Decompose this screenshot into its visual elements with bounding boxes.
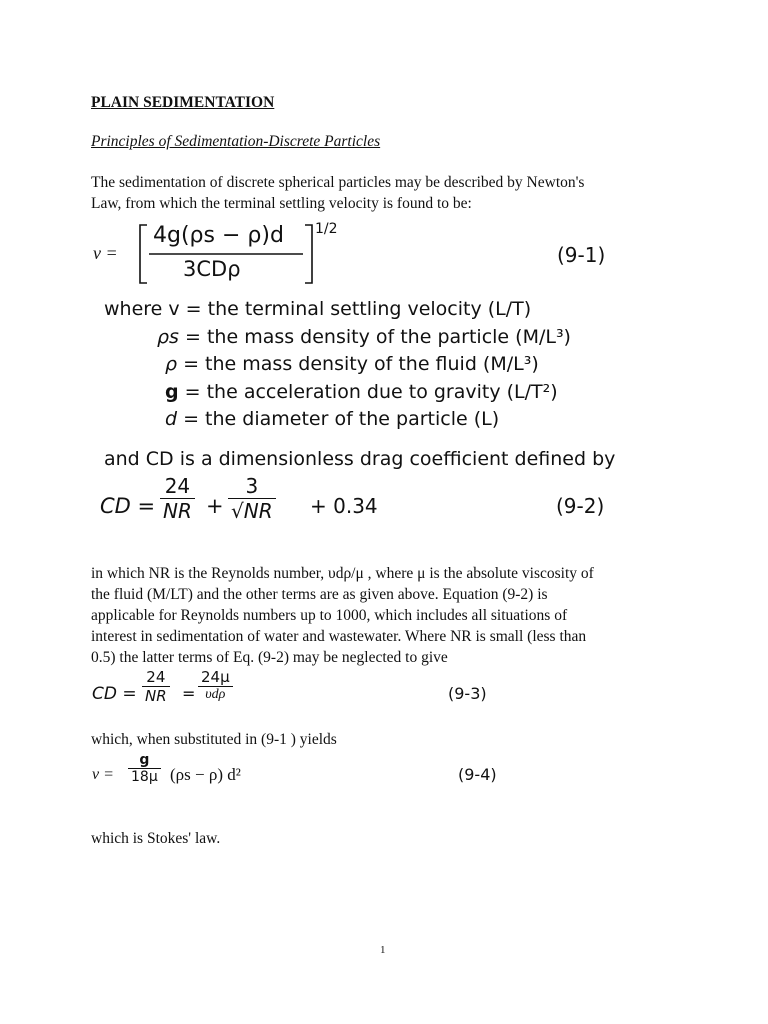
definitions-list [104, 296, 571, 434]
eq2-plus: + [206, 494, 224, 518]
drag-intro: and CD is a dimensionless drag coefficient defined by [104, 448, 616, 470]
definition-row [104, 351, 571, 379]
eq3-term1-numerator: 24 [142, 668, 170, 687]
definition-text: = the diameter of the particle (L) [177, 408, 500, 430]
paragraph-line: interest in sedimentation of water and wastewater. Where NR is small (less than [91, 628, 587, 645]
eq3-term1-denominator: NR [145, 687, 167, 705]
definition-text: = the acceleration due to gravity (L/T²) [178, 380, 558, 403]
definition-symbol: ρ [165, 353, 178, 375]
eq4-rest: (ρs − ρ) d² [170, 765, 241, 784]
equation-9-3 [92, 668, 612, 724]
eq3-number: (9-3) [448, 684, 487, 703]
paragraph-line: in which NR is the Reynolds number, υdρ/μ , where μ is the absolute viscosity of [91, 565, 594, 582]
definition-symbol: ρs [157, 325, 179, 348]
intro-line-2: Law, from which the terminal settling velocity is found to be: [91, 195, 472, 212]
eq4-fraction [128, 752, 161, 785]
paragraph-line: the fluid (M/LT) and the other terms are as given above. Equation (9-2) is [91, 586, 548, 603]
definition-row [104, 296, 571, 324]
eq2-term2 [228, 474, 276, 523]
definition-symbol: g [165, 380, 179, 403]
eq2-term2-numerator: 3 [228, 474, 276, 499]
eq1-denominator: 3CDρ [183, 257, 241, 281]
eq2-term1-denominator: NR [163, 499, 192, 523]
eq1-numerator: 4g(ρs − ρ)d [153, 223, 284, 248]
intro-paragraph [91, 172, 671, 214]
eq1-exponent: 1/2 [315, 221, 338, 237]
eq2-term2-denominator: √NR [231, 499, 273, 523]
equation-9-2 [100, 474, 660, 544]
conclusion-text: which is Stokes' law. [91, 830, 221, 847]
eq3-lhs: CD = [92, 684, 137, 704]
substitution-text: which, when substituted in (9-1 ) yields [91, 731, 337, 748]
definition-row [104, 324, 571, 352]
definition-row [104, 379, 571, 407]
paragraph-line: applicable for Reynolds numbers up to 1000, which includes all situations of [91, 607, 568, 624]
eq1-lhs: v = [93, 243, 118, 263]
reynolds-paragraph [91, 563, 691, 668]
definition-symbol: where v [104, 298, 180, 320]
eq3-term2 [198, 668, 233, 703]
paragraph-line: 0.5) the latter terms of Eq. (9-2) may be neglected to give [91, 649, 448, 666]
eq3-term2-denominator: υdρ [205, 687, 226, 702]
eq2-number: (9-2) [556, 494, 605, 518]
equation-9-1 [93, 221, 673, 287]
definition-text: = the mass density of the fluid (M/L³) [177, 353, 539, 375]
eq4-number: (9-4) [458, 765, 497, 784]
eq1-number: (9-1) [557, 243, 606, 267]
eq2-constant: + 0.34 [310, 494, 378, 518]
eq3-equals: = [182, 684, 196, 703]
equation-9-4 [92, 752, 612, 802]
eq2-term1-numerator: 24 [160, 474, 195, 499]
eq3-term2-numerator: 24μ [198, 668, 233, 687]
document-heading: PLAIN SEDIMENTATION [91, 94, 275, 111]
definition-text: = the mass density of the particle (M/L³) [178, 325, 571, 348]
definition-symbol: d [165, 408, 178, 430]
section-subheading: Principles of Sedimentation-Discrete Particles [91, 133, 381, 150]
eq2-lhs: CD = [100, 494, 156, 518]
page-number: 1 [380, 944, 386, 956]
eq4-lhs: v = [92, 766, 114, 783]
intro-line-1: The sedimentation of discrete spherical particles may be described by Newton's [91, 174, 585, 191]
eq2-term1 [160, 474, 195, 523]
definition-text: = the terminal settling velocity (L/T) [179, 298, 532, 320]
eq3-term1 [142, 668, 170, 705]
eq4-frac-denominator: 18μ [131, 769, 158, 785]
definition-row [104, 406, 571, 434]
eq4-frac-numerator: g [128, 752, 161, 769]
